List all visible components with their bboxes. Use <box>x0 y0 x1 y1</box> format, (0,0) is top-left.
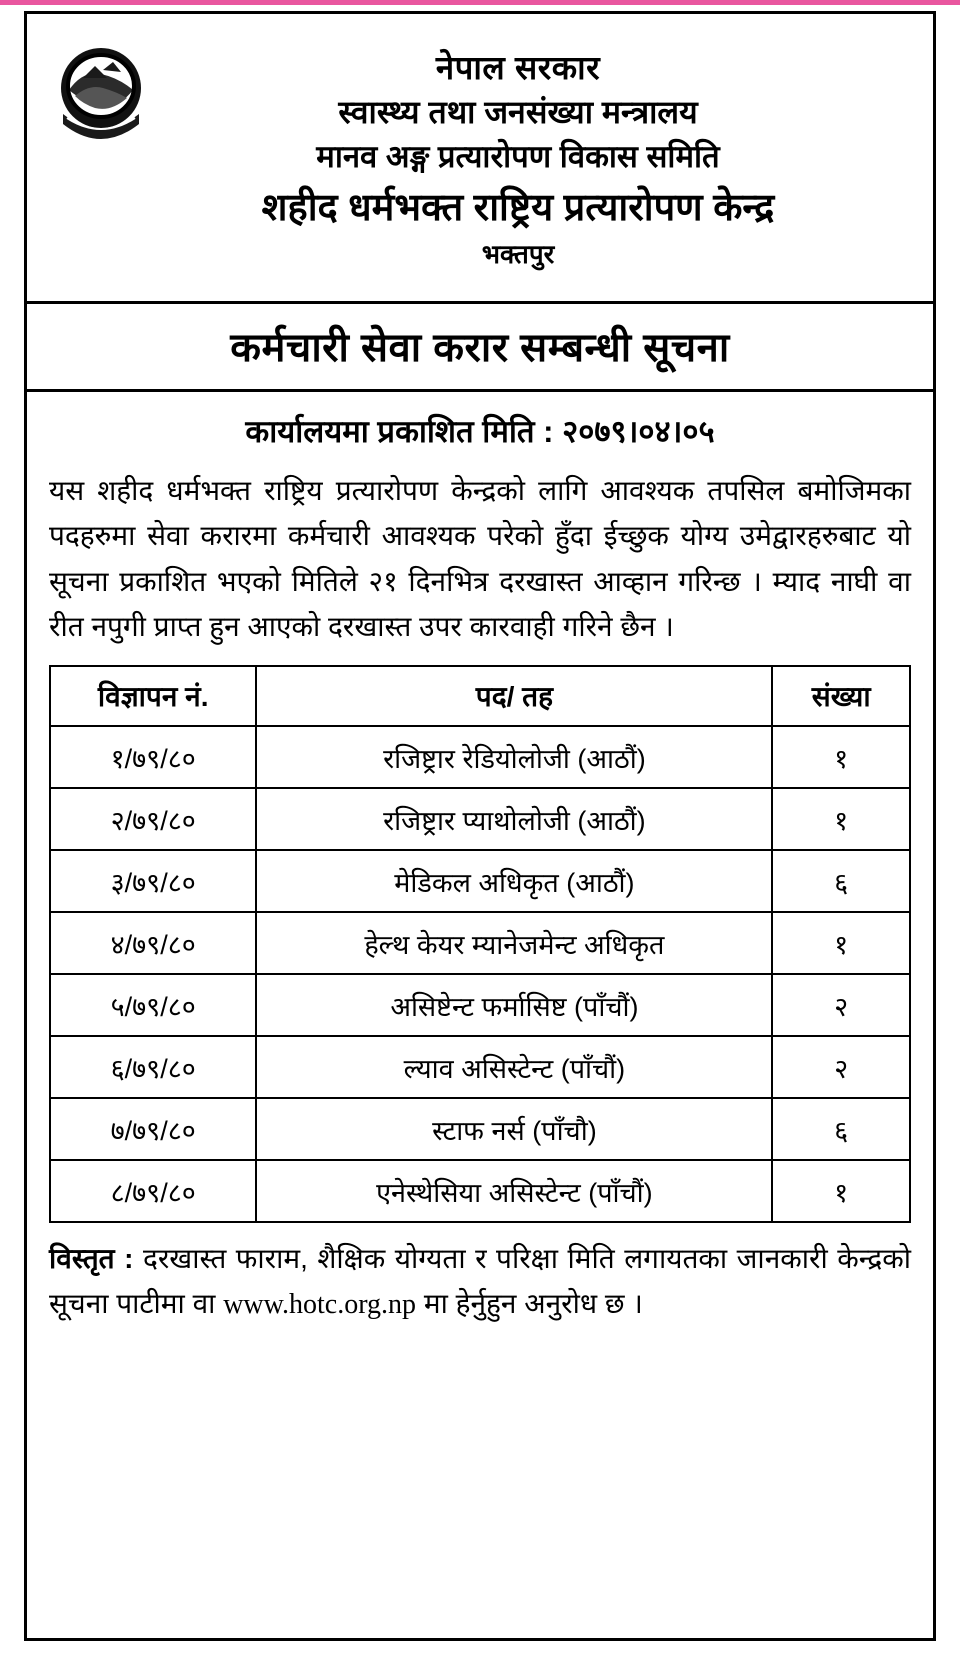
cell-post-level: असिष्टेन्ट फर्मासिष्ट (पाँचौं) <box>256 974 772 1036</box>
cell-post-level: एनेस्थेसिया असिस्टेन्ट (पाँचौं) <box>256 1160 772 1222</box>
footer-note-text-before: दरखास्त फाराम, शैक्षिक योग्यता र परिक्षा मिति लगायतका जानकारी केन्द्रको सूचना पाटीमा वा <box>49 1243 911 1320</box>
cell-advertisement-no: १/७९/८० <box>50 726 256 788</box>
notice-container <box>24 11 936 1641</box>
table-row <box>50 974 910 1036</box>
cell-post-level: रजिष्ट्रार रेडियोलोजी (आठौं) <box>256 726 772 788</box>
cell-post-level: स्टाफ नर्स (पाँचौ) <box>256 1098 772 1160</box>
col-header-post-level: पद/ तह <box>256 666 772 726</box>
cell-advertisement-no: ७/७९/८० <box>50 1098 256 1160</box>
footer-note-label: विस्तृत : <box>49 1243 134 1275</box>
page-title: कर्मचारी सेवा करार सम्बन्धी सूचना <box>230 326 730 370</box>
table-header-row <box>50 666 910 726</box>
cell-quantity: ६ <box>772 850 910 912</box>
table-row <box>50 1160 910 1222</box>
nepal-government-emblem-icon <box>53 40 149 160</box>
notice-body <box>27 392 933 1328</box>
col-header-advertisement-no: विज्ञापन नं. <box>50 666 256 726</box>
vacancy-table <box>49 665 911 1223</box>
notice-title-band <box>27 304 933 392</box>
org-line-center: शहीद धर्मभक्त राष्ट्रिय प्रत्यारोपण केन्द्र <box>261 186 775 229</box>
cell-quantity: १ <box>772 788 910 850</box>
footer-note <box>49 1237 911 1328</box>
header-text-block <box>155 47 921 271</box>
cell-quantity: २ <box>772 1036 910 1098</box>
org-line-ministry: स्वास्थ्य तथा जनसंख्या मन्त्रालय <box>338 93 698 130</box>
table-row <box>50 850 910 912</box>
cell-post-level: ल्याव असिस्टेन्ट (पाँचौं) <box>256 1036 772 1098</box>
table-row <box>50 788 910 850</box>
org-line-location: भक्तपुर <box>481 239 555 269</box>
cell-quantity: १ <box>772 1160 910 1222</box>
cell-quantity: २ <box>772 974 910 1036</box>
cell-post-level: रजिष्ट्रार प्याथोलोजी (आठौं) <box>256 788 772 850</box>
cell-quantity: १ <box>772 912 910 974</box>
publication-date: कार्यालयमा प्रकाशित मिति : २०७९।०४।०५ <box>245 414 715 449</box>
top-accent-bar <box>0 0 960 5</box>
table-row <box>50 912 910 974</box>
cell-quantity: ६ <box>772 1098 910 1160</box>
notice-paragraph: यस शहीद धर्मभक्त राष्ट्रिय प्रत्यारोपण केन्द्रको लागि आवश्यक तपसिल बमोजिमका पदहरुमा सेवा करारमा कर्मचारी आवश्यक परेको हुँदा ईच्छुक योग्य उमेद्वारहरुबाट यो सूचना प्रकाशित भएको मितिले २१ दिनभित्र दरखास्त आव्हान गरिन्छ । म्याद नाघी वा रीत नपुगी प्राप्त हुन आएको दरखास्त उपर कारवाही गरिने छैन । <box>49 475 911 643</box>
col-header-quantity: संख्या <box>772 666 910 726</box>
cell-advertisement-no: ५/७९/८० <box>50 974 256 1036</box>
cell-advertisement-no: २/७९/८० <box>50 788 256 850</box>
table-row <box>50 726 910 788</box>
cell-post-level: हेल्थ केयर म्यानेजमेन्ट अधिकृत <box>256 912 772 974</box>
cell-quantity: १ <box>772 726 910 788</box>
notice-header <box>27 14 933 304</box>
table-row <box>50 1036 910 1098</box>
cell-post-level: मेडिकल अधिकृत (आठौं) <box>256 850 772 912</box>
cell-advertisement-no: ८/७९/८० <box>50 1160 256 1222</box>
website-link[interactable]: www.hotc.org.np <box>223 1289 417 1321</box>
cell-advertisement-no: ३/७९/८० <box>50 850 256 912</box>
cell-advertisement-no: ६/७९/८० <box>50 1036 256 1098</box>
org-line-committee: मानव अङ्ग प्रत्यारोपण विकास समिति <box>316 138 720 174</box>
table-row <box>50 1098 910 1160</box>
org-line-government: नेपाल सरकार <box>435 48 601 86</box>
cell-advertisement-no: ४/७९/८० <box>50 912 256 974</box>
footer-note-text-after: मा हेर्नुहुन अनुरोध छ । <box>416 1288 643 1320</box>
